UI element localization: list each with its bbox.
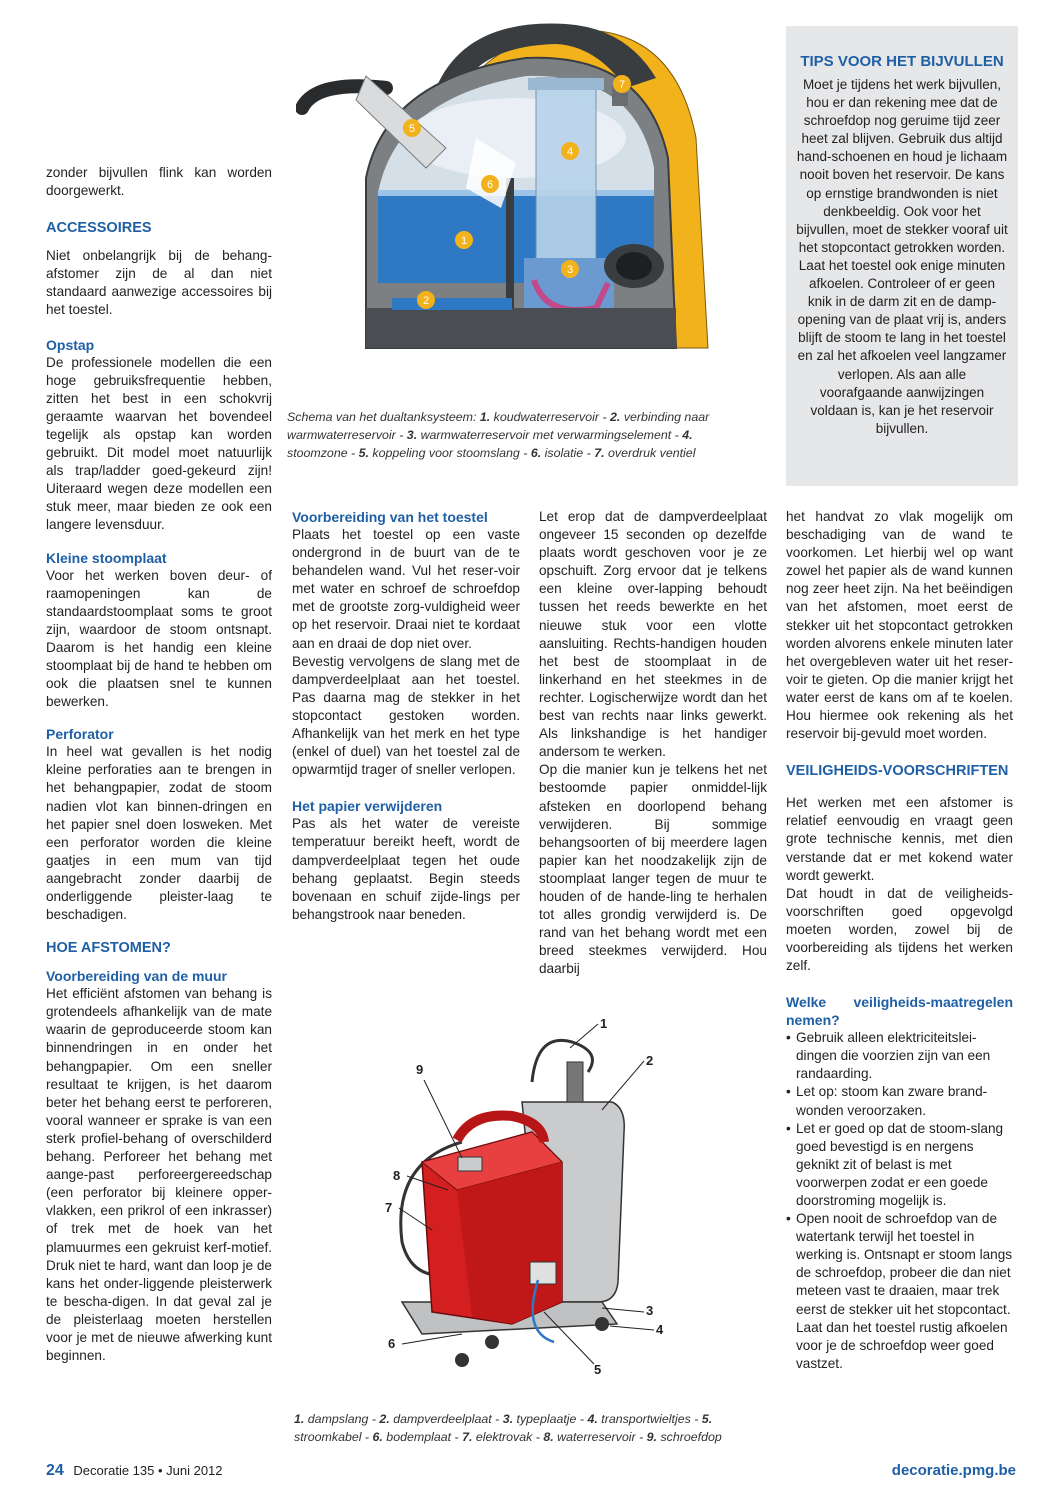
maatregelen-heading: Welke veiligheids-maatregelen nemen? — [786, 994, 1013, 1029]
caption-text: transportwieltjes - — [597, 1412, 702, 1426]
caption-text: waterreservoir - — [553, 1430, 647, 1444]
caption-text: bodemplaat - — [382, 1430, 463, 1444]
steamer-diagram — [362, 1012, 692, 1382]
caption-text: elektrovak - — [472, 1430, 544, 1444]
callout-2: 2 — [646, 1053, 654, 1068]
callout-8: 8 — [393, 1168, 401, 1183]
callout-1: 1 — [460, 235, 468, 247]
callout-9: 9 — [416, 1062, 424, 1077]
papier-heading: Het papier verwijderen — [292, 798, 443, 815]
caption-prefix: Schema van het dualtanksysteem: — [287, 410, 480, 424]
stoomplaat-heading: Kleine stoomplaat — [46, 549, 167, 566]
veiligheid-text-2: Dat houdt in dat de veiligheids-voorschriften goed opgevolgd moeten worden, zowel bij de voorbereiding als tijdens het werken zelf. — [786, 885, 1013, 974]
accessoires-heading: ACCESSOIRES — [46, 220, 152, 237]
caption-num: 7. — [594, 446, 605, 460]
stoomplaat-text: Voor het werken boven deur- of raamopeningen kan de standaardstoomplaat soms te groot zijn, waardoor de stoom ontsnapt. Daarom is het handig een kleine stoomplaat bij de hand te hebben om ook die plaatsen snel te kunnen bewerken. — [46, 567, 272, 710]
caption-text: overdruk ventiel — [604, 446, 696, 460]
caption-num: 3. — [406, 428, 418, 442]
accessoires-text: Niet onbelangrijk bij de behang-afstomer zijn de al dan niet standaard aanwezige accessoires bij het toestel. — [46, 248, 272, 318]
magazine-info: Decoratie 135 • Juni 2012 — [73, 1463, 223, 1478]
caption-text: dampslang - — [304, 1412, 380, 1426]
muur-text: Het efficiënt afstomen van behang is grotendeels afhankelijk van de mate waarin de geproduceerde stoom kan binnendringen in en onder het behangpapier. Om een sneller resultaat te krijgen, is het daarom beter het behang eerst te perforeren, vooral wanneer er sprake is van een sterk profiel-behang of overschilderd behang. Perforeer het behang met aange-past perforeergereedschap (een perforator bij kleinere opper-vlakken, een prikrol of een inkrasser) of trek met de hoek van het plamuurmes een gekruist kerf-motief. Druk niet te hard, want dan loop je de kans het onder-liggende pleisterwerk te bescha-digen. In dat geval zal je de pleisterlaag moeten herstellen voor je met de nieuwe afwerking kunt beginnen. — [46, 986, 272, 1364]
caption-num: 6. — [372, 1430, 383, 1444]
toestel-text-1: Plaats het toestel op een vaste ondergrond in de buurt van de te behandelen wand. Vul het reser-voir met water en schroef de schroefdop met de grootste zorg-vuldigheid weer op het reservoir. Draai niet te kordaat aan en draai de dop niet over. — [292, 527, 520, 651]
caption-text: warmwaterreservoir met verwarmingselement - — [417, 428, 683, 442]
callout-3: 3 — [566, 264, 574, 276]
caption-num: 1. — [294, 1412, 305, 1426]
toestel-heading: Voorbereiding van het toestel — [292, 509, 488, 525]
caption-text: schroefdop — [657, 1430, 722, 1444]
opstap-text: De professionele modellen die een hoge gebruiksfrequentie hebben, zitten het best in een schokvrij geraamte waarvan het bovendeel tegelijk als opstap kan worden gebruikt. Dit model moet natuurlijk als trap/ladder goed-gekeurd zijn! Uiteraard wegen deze modellen een stuk meer, maar bieden ze ook een langere levensduur. — [46, 354, 272, 533]
tips-box — [786, 26, 1018, 486]
caption-num: 1. — [479, 410, 491, 424]
caption-num: 4. — [682, 428, 693, 442]
dualtank-diagram — [296, 18, 716, 358]
page-number: 24 — [46, 1462, 64, 1479]
intro-text: zonder bijvullen flink kan worden doorgewerkt. — [46, 165, 272, 199]
callout-1: 1 — [600, 1016, 608, 1031]
caption-num: 4. — [587, 1412, 598, 1426]
callout-5: 5 — [408, 123, 416, 135]
caption-text: koudwaterreservoir - — [490, 410, 611, 424]
callout-5: 5 — [594, 1362, 602, 1377]
caption-num: 5. — [358, 446, 369, 460]
tips-body: Moet je tijdens het werk bijvullen, hou er dan rekening mee dat de schroefdop nog geruime tijd zeer heet zal blijven. Gebruik dus altijd hand-schoenen en houd je lichaam nooit boven het reservoir. De kans op ernstige brandwonden is niet denkbeeldig. Ook voor het bijvullen, moet de stekker vooraf uit het stopcontact getrokken worden. Laat het toestel ook enige minuten afkoelen. Controleer of er geen knik in de darm zit en de damp-opening van de plaat vrij is, anders blijft de stoom te lang in het toestel en zal het afkoelen veel langzamer verlopen. Als aan alle voorafgaande aanwijzingen voldaan is, kan je het reservoir bijvullen. — [796, 77, 1008, 436]
caption-text: koppeling voor stoomslang - — [368, 446, 531, 460]
col4-text-1: het handvat zo vlak mogelijk om beschadiging van de wand te voorkomen. Let hierbij wel op want zowel het papier als de wand kunnen nog zeer heet zijn. Na het beëindigen van het afstomen, moet eerst de stekker uit het stopcontact getrokken worden alvorens enkele minuten later het overgebleven water uit het reser-voir te gieten. Op die manier krijgt het water eerst de kans om af te koelen. Hou hiermee ook rekening als het reservoir bij-gevuld moet worden. — [786, 509, 1013, 742]
afstomen-heading: HOE AFSTOMEN? — [46, 940, 171, 957]
caption-num: 5. — [701, 1412, 713, 1426]
caption-text: typeplaatje - — [513, 1412, 588, 1426]
caption-text: stroomkabel - — [294, 1430, 373, 1444]
tips-title: TIPS VOOR HET BIJVULLEN — [800, 53, 1004, 70]
callout-7: 7 — [618, 79, 626, 91]
col3-text-1: Let erop dat de dampverdeelplaat ongeveer 15 seconden op dezelfde plaats wordt geschoven voor je ze opschuift. Zorg ervoor dat je telkens een kleine over-lapping behoudt tussen het reeds bewerkte en het nieuwe stuk voor een vlotte aansluiting. Rechts-handigen houden het best de stoomplaat in de linkerhand en het steekmes in de rechter. Logischerwijze wordt dan het best van rechts naar links gewerkt. Als linkshandige is het handiger andersom te werken. — [539, 509, 767, 760]
caption-num: 2. — [379, 1412, 390, 1426]
caption-text: stoomzone - — [287, 446, 359, 460]
caption-text: dampverdeelplaat - — [389, 1412, 503, 1426]
list-item: • Let op: stoom kan zware brand-wonden veroorzaken. — [786, 1083, 1013, 1119]
perforator-text: In heel wat gevallen is het nodig kleine perforaties aan te brengen in het behangpapier, zodat de stoom nadien vlot kan binnen-dringen en het papier snel doen losweken. Met een perforator worden die kleine gaatjes in een mum van tijd aangebracht zonder daarbij de onderliggende pleister-laag te beschadigen. — [46, 744, 272, 923]
column-2 — [292, 508, 520, 924]
callout-2: 2 — [422, 295, 430, 307]
opstap-heading: Opstap — [46, 336, 95, 353]
toestel-text-2: Bevestig vervolgens de slang met de dampverdeelplaat aan het toestel. Pas daarna mag de stekker in het stopcontact gestoken worden. Afhankelijk van het merk en het type (enkel of duel) van het toestel zal de opwarmtijd trager of sneller verlopen. — [292, 653, 520, 778]
callout-7: 7 — [385, 1200, 393, 1215]
callout-3: 3 — [646, 1303, 654, 1318]
caption-text: verbinding naar warmwaterreservoir - — [287, 410, 710, 442]
column-3 — [539, 508, 767, 978]
caption-num: 2. — [610, 410, 621, 424]
list-item: • Let er goed op dat de stoom-slang goed bevestigd is en nergens geknikt zit of belast is met voorwerpen zodat er een goede doorstroming mogelijk is. — [786, 1120, 1013, 1210]
callout-6: 6 — [388, 1336, 396, 1351]
caption-num: 8. — [543, 1430, 554, 1444]
diagram1-caption — [287, 408, 735, 462]
caption-num: 3. — [502, 1412, 514, 1426]
caption-num: 9. — [646, 1430, 657, 1444]
veiligheid-text-1: Het werken met een afstomer is relatief eenvoudig en vraagt geen grote technische kennis, met dien verstande dat er met kokend water wordt gewerkt. — [786, 795, 1013, 883]
callout-4: 4 — [656, 1322, 664, 1337]
diagram2-caption — [294, 1410, 764, 1446]
caption-num: 7. — [462, 1430, 473, 1444]
callout-6: 6 — [486, 179, 494, 191]
column-1 — [46, 164, 272, 1365]
caption-num: 6. — [530, 446, 542, 460]
list-item: • Gebruik alleen elektriciteitslei-dingen die voorzien zijn van een randaarding. — [786, 1029, 1013, 1083]
callout-4: 4 — [566, 146, 574, 158]
caption-text: isolatie - — [541, 446, 595, 460]
col3-text-2: Op die manier kun je telkens het net bestoomde papier onmiddel-lijk afsteken en doorlopend behang verwijderen. Bij sommige behangsoorten of bij meerdere lagen papier kan het noodzakelijk zijn de stoomplaat langer tegen de muur te houden of de hande-ling te herhalen tot alles grondig verwijderd is. De rand van het behang wordt met een breed steekmes verwijderd. Hou daarbij — [539, 762, 767, 977]
veiligheid-heading: VEILIGHEIDS-VOORSCHRIFTEN — [786, 763, 1009, 780]
papier-text: Pas als het water de vereiste temperatuur bereikt heeft, wordt de dampverdeelplaat tegen het oude behang geplaatst. Begin steeds bovenaan en schuif zijde-lings per behangstrook naar beneden. — [292, 816, 520, 922]
perforator-heading: Perforator — [46, 726, 114, 743]
page-footer — [46, 1462, 1016, 1484]
website-link[interactable]: decoratie.pmg.be — [891, 1462, 1016, 1479]
column-4 — [786, 508, 1013, 1373]
maatregelen-list — [786, 1029, 1013, 1373]
muur-heading: Voorbereiding van de muur — [46, 968, 227, 985]
list-item: • Open nooit de schroefdop van de watertank terwijl het toestel in werking is. Ontsnapt er stoom langs de schroefdop, probeer die dan niet meteen vast te draaien, maar trek eerst de stekker uit het stopcontact. Laat dan het toestel rustig afkoelen voor je de schroefdop weer goed vastzet. — [786, 1210, 1013, 1373]
